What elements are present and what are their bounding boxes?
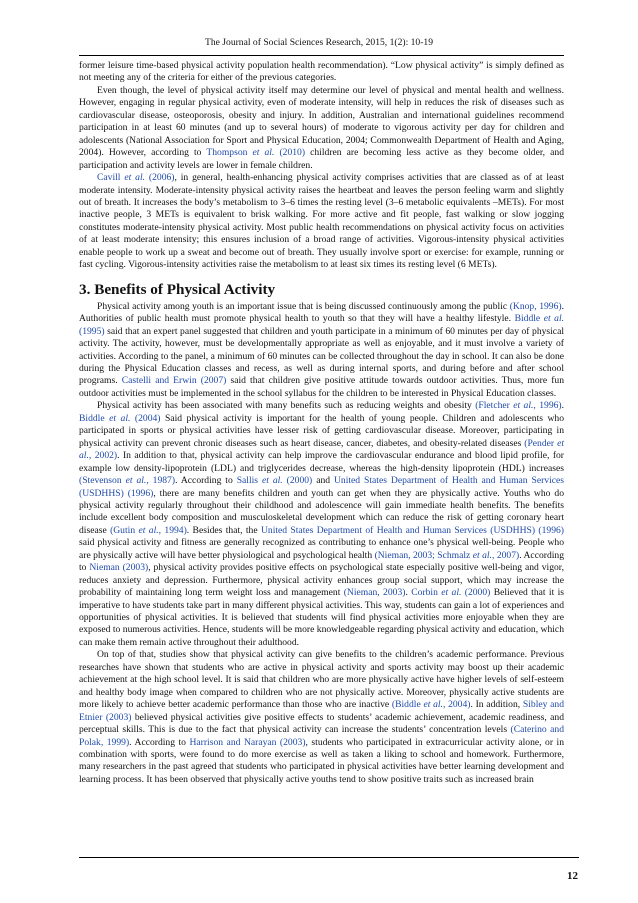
- citation-biddle-1995[interactable]: Biddle et al. (1995): [79, 313, 565, 337]
- citation-fletcher-1996[interactable]: (Fletcher et al., 1996): [475, 400, 562, 412]
- article-body: [79, 60, 564, 786]
- citation-nieman-2003-b[interactable]: (Nieman, 2003): [343, 587, 406, 599]
- header-rule: [79, 55, 564, 56]
- citation-biddle-2004[interactable]: Biddle et al. (2004): [79, 412, 161, 424]
- citation-usdhhs-1996[interactable]: United States Department of Health and Human Services (USDHHS) (1996): [79, 475, 565, 499]
- citation-biddle-2004-b[interactable]: (Biddle et al., 2004): [391, 699, 471, 711]
- section-heading: 3. Benefits of Physical Activity: [79, 280, 276, 298]
- paragraph-2: Even though, the level of physical activity itself may determine our level of physical and mental health and wellness. However, engaging in regular physical activity, even of moderate intensity, will help in reduces the risk of diseases such as cardiovascular disease, osteoporosis, obesity and injury. In addition, Australian and international guidelines recommend participation in at least 60 minutes (and up to several hours) of moderate to vigorous activity per day for children and adolescents (National Association for Sport and Physical Education, 2004; Commonwealth Department of Health and Aging, 2004). However, according to Thompson et al. (2010) children are becoming less active as they become older, and participation and activity levels are lower in female children.: [79, 84, 564, 171]
- page-number: 12: [567, 870, 578, 882]
- citation-sallis-2000[interactable]: Sallis et al. (2000): [236, 475, 313, 487]
- citation-usdhhs-1996-b[interactable]: United States Department of Health and Human Services (USDHHS) (1996): [260, 524, 564, 536]
- citation-nieman-schmalz[interactable]: (Nieman, 2003; Schmalz et al., 2007): [374, 549, 520, 561]
- paragraph-3: Cavill et al. (2006), in general, health-enhancing physical activity comprises activities that are classed as of at least moderate intensity. Moderate-intensity physical activity raises the heartbeat and leaves the person feeling warm and slightly out of breath. It increases the body’s metabolism to 3–6 times the resting level (3–6 metabolic equivalents –METs). For most inactive people, 3 METs is equivalent to brisk walking. For more active and fit people, fast walking or slow jogging constitutes moderate-intensity physical activity. Most public health recommendations on physical activity focus on activities of at least moderate intensity; this ensures inclusion of a broad range of activities. Vigorous-intensity physical activities enable people to work up a sweat and become out of breath. They usually involve sport or exercise: for example, running or fast cycling. Vigorous-intensity activities raise the metabolism to at least six times its resting level (6 METs).: [79, 172, 564, 271]
- paragraph-1: former leisure time-based physical activity population health recommendation). “Low physical activity” is simply defined as not meeting any of the criteria for either of the previous categories.: [79, 60, 564, 84]
- paragraph-6: On top of that, studies show that physical activity can give benefits to the children’s academic performance. Previous researches have shown that students who are active in physical activity and sports activity may boost up their academic achievement at the high school level. It is said that children who are more physically active have higher levels of self-esteem and healthy body image when compared to children who are not physically active. Moreover, physically active students are more likely to achieve better academic performance than those who are inactive (Biddle et al., 2004). In addition, Sibley and Etnier (2003) believed physical activities give positive effects to students’ academic achievement, academic readiness, and perceptual skills. This is due to the fact that physical activity can increase the students’ concentration levels (Caterino and Polak, 1999). According to Harrison and Narayan (2003), students who participated in extracurricular activity alone, or in combination with sports, were found to do more exercise as well as taken a liking to school and homework. Furthermore, many researchers in the past agreed that students who participated in physical activities have better learning development and learning process. It has been observed that physically active youths tend to show positive traits such as increased brain: [79, 649, 564, 785]
- running-head: The Journal of Social Sciences Research, 2015, 1(2): 10-19: [204, 37, 434, 48]
- citation-harrison-2003[interactable]: Harrison and Narayan (2003): [189, 736, 306, 748]
- paragraph-4: Physical activity among youth is an important issue that is being discussed continuously among the public (Knop, 1996). Authorities of public health must promote physical health to youth so that they will have a healthy lifestyle. Biddle et al. (1995) said that an expert panel suggested that children and youth participate in a minimum of 60 minutes per day of physical activity. The activity, however, must be developmentally appropriate as well as enjoyable, and it must involve a variety of activities. According to the panel, a minimum of 60 minutes can be collected throughout the day in school. It can also be done during the Physical Education classes and recess, as well as during internal sports, and during before and after school programs. Castelli and Erwin (2007) said that children give positive attitude towards outdoor activities. Thus, more fun outdoor activities must be implemented in the school syllabus for the children to be interested in Physical Education classes.: [79, 300, 565, 399]
- citation-knop-1996[interactable]: (Knop, 1996): [509, 300, 562, 312]
- citation-gutin-1994[interactable]: (Gutin et al., 1994): [110, 524, 187, 536]
- citation-thompson-2010[interactable]: Thompson et al. (2010): [206, 147, 306, 159]
- footer-rule: [79, 857, 579, 858]
- citation-cavill-2006[interactable]: Cavill et al. (2006): [97, 172, 175, 184]
- citation-caterino-1999[interactable]: (Caterino and Polak, 1999): [79, 724, 564, 748]
- paragraph-5: Physical activity has been associated with many benefits such as reducing weights and obesity (Fletcher et al., 1996). Biddle et al. (2004) Said physical activity is important for the health of young people. Children and adolescents who participated in sports or physical activities have lesser risk of getting cardiovascular disease. Moreover, participating in physical activity can prevent chronic diseases such as heart disease, cancer, diabetes, and obesity-related diseases (Pender et al., 2002). In addition to that, physical activity can help improve the cardiovascular endurance and blood lipid profile, for example low density-lipoprotein (LDL) and triglycerides decrease, whereas the high-density lipoprotein (HDL) increases (Stevenson et al., 1987). According to Sallis et al. (2000) and United States Department of Health and Human Services (USDHHS) (1996), there are many benefits children and youth can get when they are physically active. Youths who do physical activity regularly throughout their childhood and adolescence will gain immediate health benefits. The benefits include excellent body composition and musculoskeletal development which can reduce the risk of getting coronary heart disease (Gutin et al., 1994). Besides that, the United States Department of Health and Human Services (USDHHS) (1996) said physical activity and fitness are generally recognized as contributing to enhance one’s physical well-being. People who are physically active will have better physiological and psychological health (Nieman, 2003; Schmalz et al., 2007). According to Nieman (2003), physical activity provides positive effects on psychological state especially positive well-being and vigor, reduces anxiety and depression. Furthermore, physical activity enhances group social support, which may increase the probability of maintaining long term weight loss and management (Nieman, 2003). Corbin et al. (2000) Believed that it is imperative to have students take part in many different physical activities. This way, students can gain a lot of experiences and opportunities of physical activities. It is believed that students will find physical activities more enjoyable when they are exposed to numerous activities. Hence, students will be more knowledgeable regarding physical activity and education, which can make them remain active throughout their adulthood.: [79, 400, 565, 648]
- citation-castelli-2007[interactable]: Castelli and Erwin (2007): [121, 375, 227, 387]
- citation-sibley-2003[interactable]: Sibley and Etnier (2003): [79, 699, 564, 723]
- citation-pender-2002[interactable]: (Pender et al., 2002): [79, 437, 564, 462]
- citation-nieman-2003[interactable]: Nieman (2003): [89, 562, 149, 574]
- citation-stevenson-1987[interactable]: (Stevenson et al., 1987): [79, 475, 176, 487]
- citation-corbin-2000[interactable]: Corbin et al. (2000): [411, 587, 491, 599]
